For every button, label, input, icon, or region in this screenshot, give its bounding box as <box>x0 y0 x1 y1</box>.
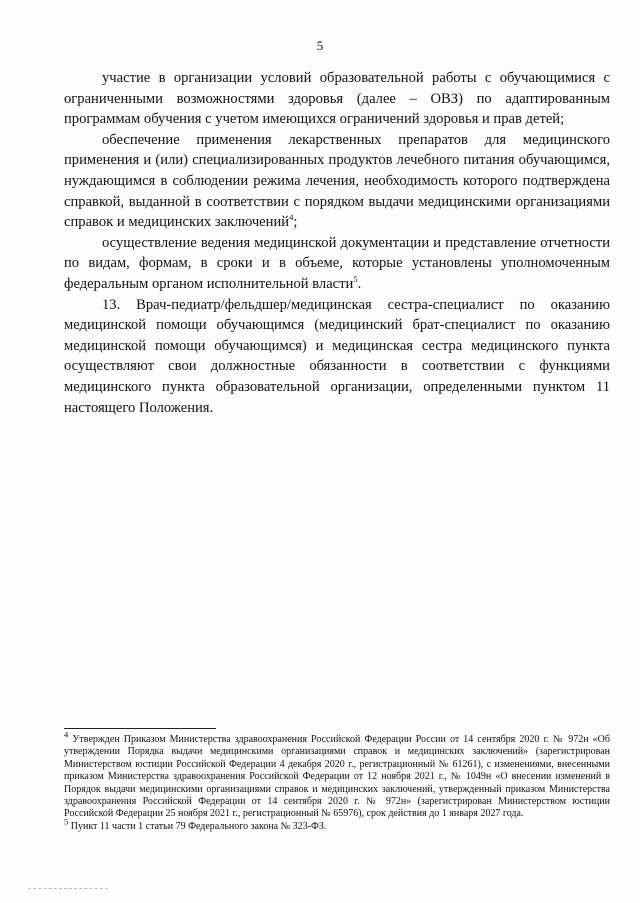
footnote-ref[interactable]: 5 <box>353 274 358 285</box>
footnote-divider <box>64 728 216 729</box>
footnote-ref[interactable]: 4 <box>289 212 294 223</box>
footnote-text: Утвержден Приказом Министерства здравоохранения Российской Федерации России от 14 сентября 2020 г. № 972н «Об утверждении Порядка выдачи медицинскими организациями справок и медицинских заключений» (зарегистрирован Министерством юстиции Российской Федерации 4 декабря 2020 г., регистрационный № 61261), с изменениями, внесенными приказом Министерства здравоохранения Российской Федерации от 12 ноября 2021 г., № 1049н «О внесении изменений в Порядок выдачи медицинскими организациями справок и медицинских заключений, утвержденный приказом Министерства здравоохранения Российской Федерации от 14 сентября 2020 г. № 972н» (зарегистрирован Министерством юстиции Российской Федерации 25 ноября 2021 г., регистрационный № 65976), срок действия до 1 января 2027 года. <box>64 734 610 820</box>
footnote <box>64 729 610 821</box>
paragraph-tail: . <box>357 275 362 292</box>
paragraph-text: 13. Врач-педиатр/фельдшер/медицинская сестра-специалист по оказанию медицинской помощи обучающимся (медицинский брат-специалист по оказанию медицинской помощи обучающимся) и медицинская сестра медицинского пункта осуществляют свои должностные обязанности в соответствии с функциями медицинского пункта образовательной организации, определенными пунктом 11 настоящего Положения. <box>64 296 610 416</box>
paragraph-text: осуществление ведения медицинской документации и представление отчетности по видам, формам, в сроки и в объеме, которые установлены уполномоченным федеральным органом исполнительной власти <box>64 234 610 292</box>
footnote-mark: 5 <box>64 816 69 827</box>
scan-artifact <box>28 888 108 889</box>
paragraph-tail: ; <box>293 214 298 231</box>
paragraph <box>64 130 610 233</box>
paragraph-text: участие в организации условий образовательной работы с обучающимися с ограниченными возможностями здоровья (далее – ОВЗ) по адаптированным программам обучения с учетом имеющихся ограничений здоровья и прав детей; <box>64 70 610 128</box>
body-text <box>64 68 610 418</box>
paragraph <box>64 68 610 130</box>
footnote-mark: 4 <box>64 729 69 740</box>
footnote <box>64 816 610 833</box>
footnote-text: Пункт 11 части 1 статьи 79 Федерального закона № 323-ФЗ. <box>70 820 327 832</box>
paragraph <box>64 233 610 295</box>
page-number: 5 <box>316 38 324 53</box>
paragraph-text: обеспечение применения лекарственных препаратов для медицинского применения и (или) специализированных продуктов лечебного питания обучающимся, нуждающимся в соблюдении режима лечения, необходимость которого подтверждена справкой, выданной в соответствии с порядком выдачи медицинскими организациями справок и медицинских заключений <box>64 131 610 231</box>
paragraph <box>64 295 610 419</box>
footnotes <box>64 729 610 833</box>
